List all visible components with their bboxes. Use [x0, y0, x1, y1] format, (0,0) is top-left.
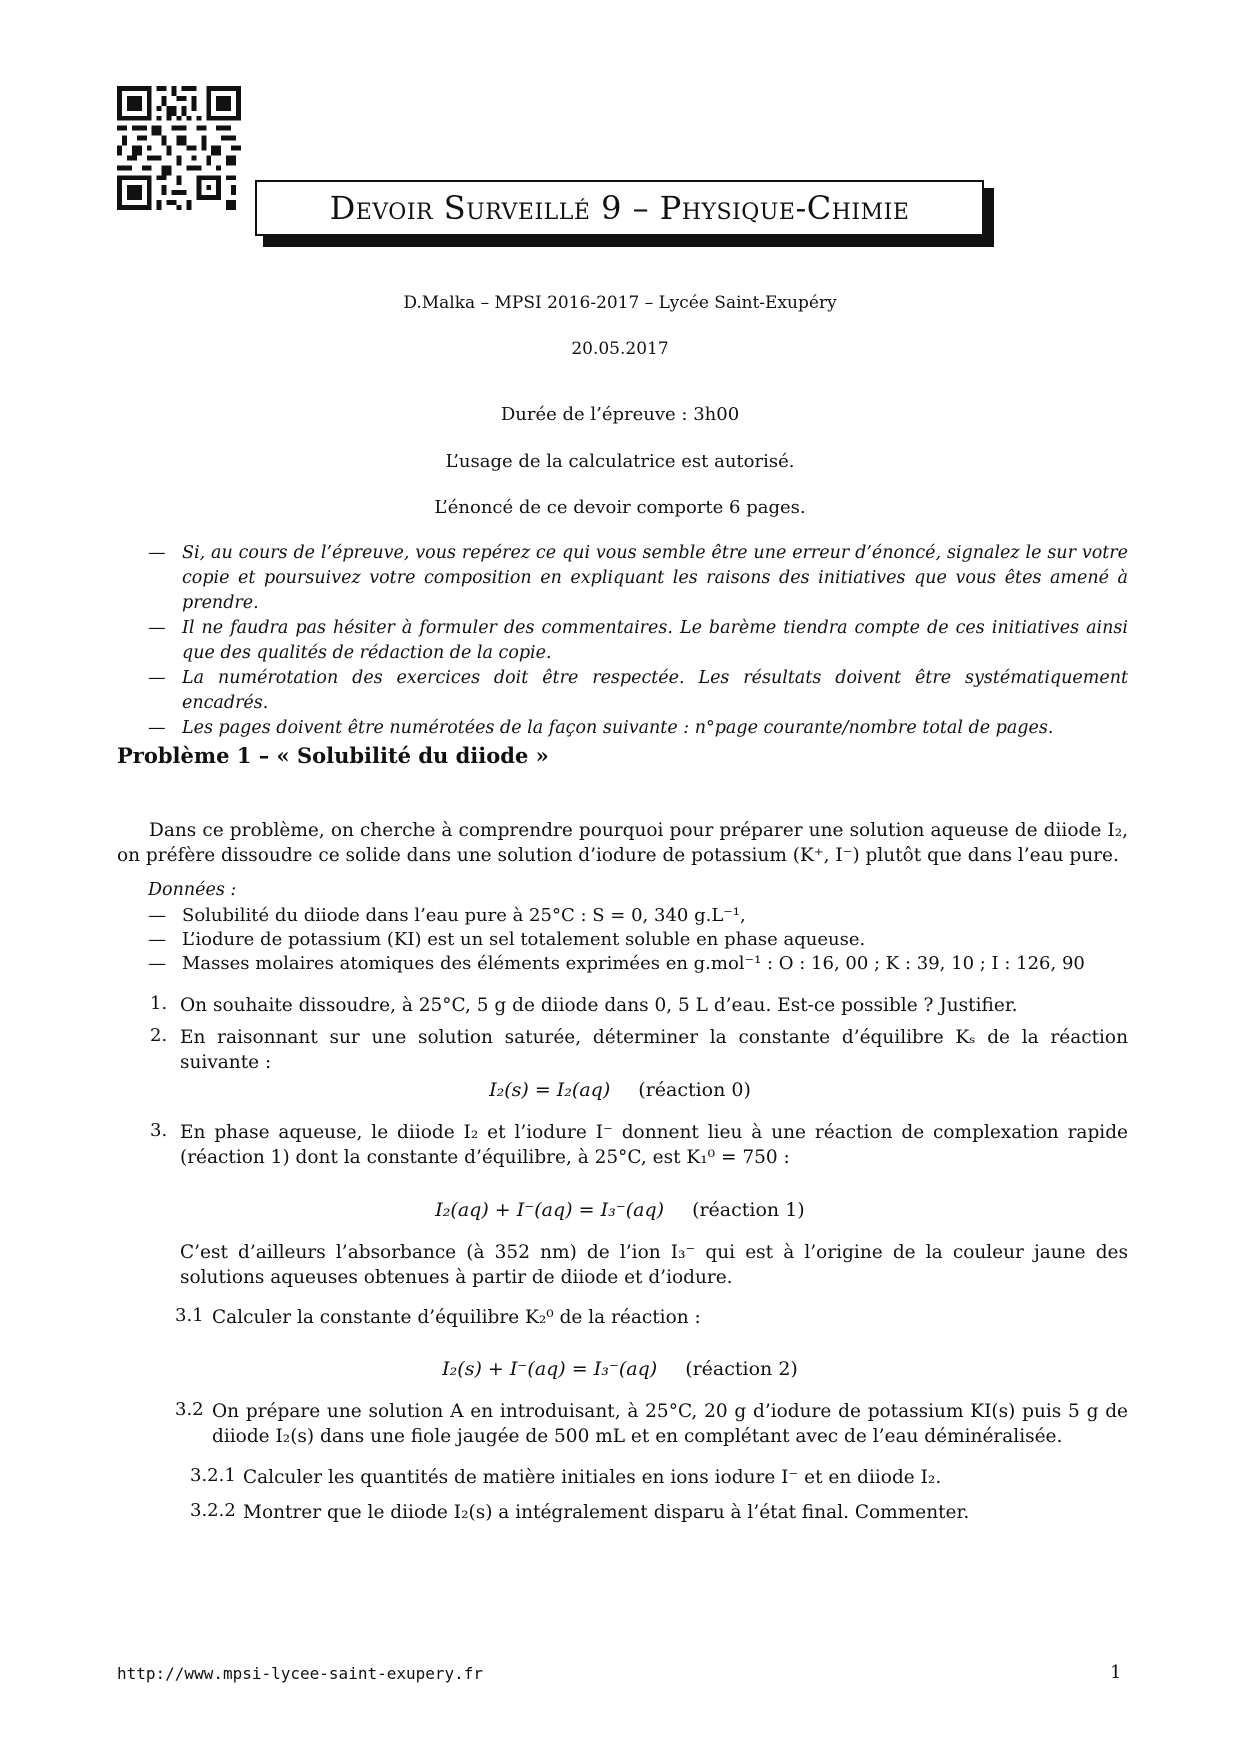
question-number: 1.	[150, 993, 168, 1014]
page-number: 1	[1110, 1662, 1122, 1683]
question-number: 3.2	[175, 1399, 204, 1420]
equation-reaction-1	[0, 1199, 1240, 1221]
equation-tag: (réaction 2)	[685, 1358, 798, 1380]
equation-formula: I₂(s) + I⁻(aq) = I₃⁻(aq)	[442, 1358, 658, 1380]
document-title: Devoir Surveillé 9 – Physique-Chimie	[329, 189, 910, 227]
equation-tag: (réaction 1)	[692, 1199, 805, 1221]
question-3-2: On prépare une solution A en introduisant, à 25°C, 20 g d’iodure de potassium KI(s) puis 5 g de diiode I₂(s) dans une fiole jaugée de 500 mL et en complétant avec de l’eau déminéralisée.	[212, 1401, 1128, 1447]
problem-title: Problème 1 – « Solubilité du diiode »	[117, 743, 549, 768]
exam-date: 20.05.2017	[571, 339, 669, 359]
instruction-item: — La numérotation des exercices doit être respectée. Les résultats doivent être systématiquement encadrés.	[148, 666, 1128, 716]
problem-intro: Dans ce problème, on cherche à comprendre pourquoi pour préparer une solution aqueuse de diiode I₂, on préfère dissoudre ce solide dans une solution d’iodure de potassium (K⁺, I⁻) plutôt que dans l’eau pure.	[117, 820, 1128, 866]
question-number: 3.	[150, 1120, 168, 1141]
equation-reaction-0	[0, 1079, 1240, 1101]
calculator-notice: L’usage de la calculatrice est autorisé.	[445, 451, 795, 472]
question-3-1: Calculer la constante d’équilibre K₂⁰ de la réaction :	[212, 1307, 701, 1328]
question-3-2-2: Montrer que le diiode I₂(s) a intégralement disparu à l’état final. Commenter.	[243, 1502, 970, 1523]
data-list	[148, 904, 1128, 976]
exam-duration: Durée de l’épreuve : 3h00	[500, 404, 740, 425]
instruction-item: — Les pages doivent être numérotées de la façon suivante : n°page courante/nombre total de pages.	[148, 716, 1128, 741]
question-3: En phase aqueuse, le diiode I₂ et l’iodure I⁻ donnent lieu à une réaction de complexation rapide (réaction 1) dont la constante d’équilibre, à 25°C, est K₁⁰ = 750 :	[180, 1122, 1128, 1168]
question-3-comment: C’est d’ailleurs l’absorbance (à 352 nm) de l’ion I₃⁻ qui est à l’origine de la couleur jaune des solutions aqueuses obtenues à partir de diiode et d’iodure.	[180, 1242, 1128, 1288]
equation-tag: (réaction 0)	[638, 1079, 751, 1101]
equation-reaction-2	[0, 1358, 1240, 1380]
equation-formula: I₂(aq) + I⁻(aq) = I₃⁻(aq)	[435, 1199, 665, 1221]
question-number: 2.	[150, 1025, 168, 1046]
instruction-item: — Il ne faudra pas hésiter à formuler des commentaires. Le barème tiendra compte de ces initiatives ainsi que des qualités de rédaction de la copie.	[148, 616, 1128, 666]
author-line: D.Malka – MPSI 2016-2017 – Lycée Saint-Exupéry	[403, 293, 837, 313]
data-item: — Masses molaires atomiques des éléments exprimées en g.mol⁻¹ : O : 16, 00 ; K : 39, 10 ; I : 126, 90	[148, 952, 1128, 976]
equation-formula: I₂(s) = I₂(aq)	[489, 1079, 611, 1101]
instructions-list	[148, 541, 1128, 741]
data-item: — L’iodure de potassium (KI) est un sel totalement soluble en phase aqueuse.	[148, 928, 1128, 952]
question-3-2-1: Calculer les quantités de matière initiales en ions iodure I⁻ et en diiode I₂.	[243, 1467, 942, 1488]
data-item: — Solubilité du diiode dans l’eau pure à 25°C : S = 0, 340 g.L⁻¹,	[148, 904, 1128, 928]
page-count-notice: L’énoncé de ce devoir comporte 6 pages.	[434, 497, 806, 518]
question-number: 3.1	[175, 1305, 204, 1326]
question-number: 3.2.2	[190, 1500, 236, 1521]
question-1: On souhaite dissoudre, à 25°C, 5 g de diiode dans 0, 5 L d’eau. Est-ce possible ? Justifier.	[180, 995, 1018, 1016]
title-box	[255, 180, 984, 236]
footer-url: http://www.mpsi-lycee-saint-exupery.fr	[117, 1664, 484, 1683]
qr-code	[117, 86, 241, 210]
instruction-item: — Si, au cours de l’épreuve, vous repérez ce qui vous semble être une erreur d’énoncé, signalez le sur votre copie et poursuivez votre composition en expliquant les raisons des initiatives que vous êtes amené à prendre.	[148, 541, 1128, 616]
question-2: En raisonnant sur une solution saturée, déterminer la constante d’équilibre Kₛ de la réaction suivante :	[180, 1027, 1128, 1073]
question-number: 3.2.1	[190, 1465, 236, 1486]
data-label: Données :	[148, 880, 237, 900]
